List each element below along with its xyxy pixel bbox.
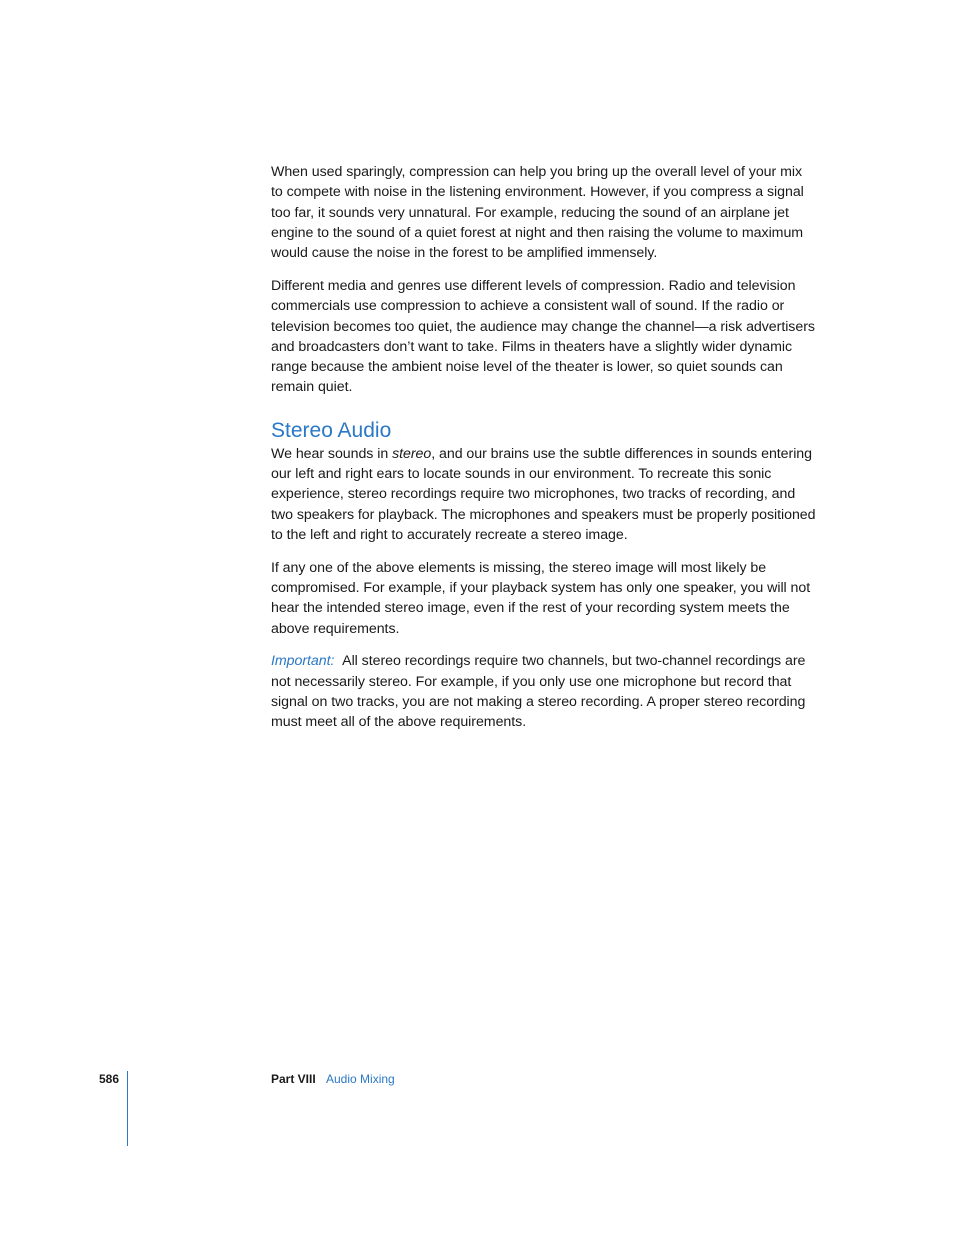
emphasis-stereo: stereo: [392, 445, 432, 462]
paragraph-compression-usage: [271, 162, 827, 263]
text-line: [271, 651, 827, 671]
text-line: signal on two tracks, you are not making a stereo recording. A proper stereo recording: [271, 694, 806, 711]
text-line: hear the intended stereo image, even if the rest of your recording system meets the: [271, 600, 790, 617]
text-line: remain quiet.: [271, 379, 353, 396]
text-fragment: , and our brains use the subtle differences in sounds entering: [431, 445, 812, 462]
text-line: above requirements.: [271, 620, 400, 637]
text-line: experience, stereo recordings require two microphones, two tracks of recording, and: [271, 486, 796, 503]
footer-chapter-link[interactable]: Audio Mixing: [326, 1072, 395, 1086]
page-body: [271, 162, 827, 745]
text-line: our left and right ears to locate sounds in our environment. To recreate this sonic: [271, 466, 772, 483]
text-line: engine to the sound of a quiet forest at night and then raising the volume to maximum: [271, 224, 804, 241]
text-line: to the left and right to accurately recreate a stereo image.: [271, 526, 628, 543]
text-line: Different media and genres use different levels of compression. Radio and television: [271, 277, 796, 294]
paragraph-important-note: [271, 651, 827, 732]
text-fragment: We hear sounds in: [271, 445, 393, 462]
text-line: would cause the noise in the forest to be amplified immensely.: [271, 245, 658, 262]
text-fragment: All stereo recordings require two channels, but two-channel recordings are: [342, 653, 806, 670]
text-line: range because the ambient noise level of the theater is lower, so quiet sounds can: [271, 359, 783, 376]
text-line: to compete with noise in the listening environment. However, if you compress a signal: [271, 184, 804, 201]
text-line: compromised. For example, if your playback system has only one speaker, you will not: [271, 580, 811, 597]
important-label: Important:: [271, 653, 335, 670]
text-line: commercials use compression to achieve a consistent wall of sound. If the radio or: [271, 298, 785, 315]
section-heading-stereo-audio: Stereo Audio: [271, 418, 392, 442]
text-line: If any one of the above elements is missing, the stereo image will most likely be: [271, 559, 767, 576]
footer-part-label: Part VIII: [271, 1072, 316, 1086]
text-line: must meet all of the above requirements.: [271, 714, 527, 731]
text-line: and broadcasters don’t want to take. Films in theaters have a slightly wider dynamic: [271, 338, 792, 355]
paragraph-stereo-missing: [271, 558, 827, 639]
footer-divider: [127, 1071, 128, 1146]
text-line: too far, it sounds very unnatural. For example, reducing the sound of an airplane jet: [271, 204, 789, 221]
paragraph-stereo-intro: [271, 444, 827, 545]
text-line: two speakers for playback. The microphones and speakers must be properly positioned: [271, 506, 816, 523]
page-number: 586: [99, 1072, 120, 1086]
text-line: When used sparingly, compression can help you bring up the overall level of your mix: [271, 164, 802, 180]
text-line: television becomes too quiet, the audience may change the channel—a risk advertisers: [271, 318, 815, 335]
text-line: not necessarily stereo. For example, if you only use one microphone but record that: [271, 673, 792, 690]
text-line: [271, 444, 827, 464]
paragraph-compression-media: [271, 276, 827, 398]
